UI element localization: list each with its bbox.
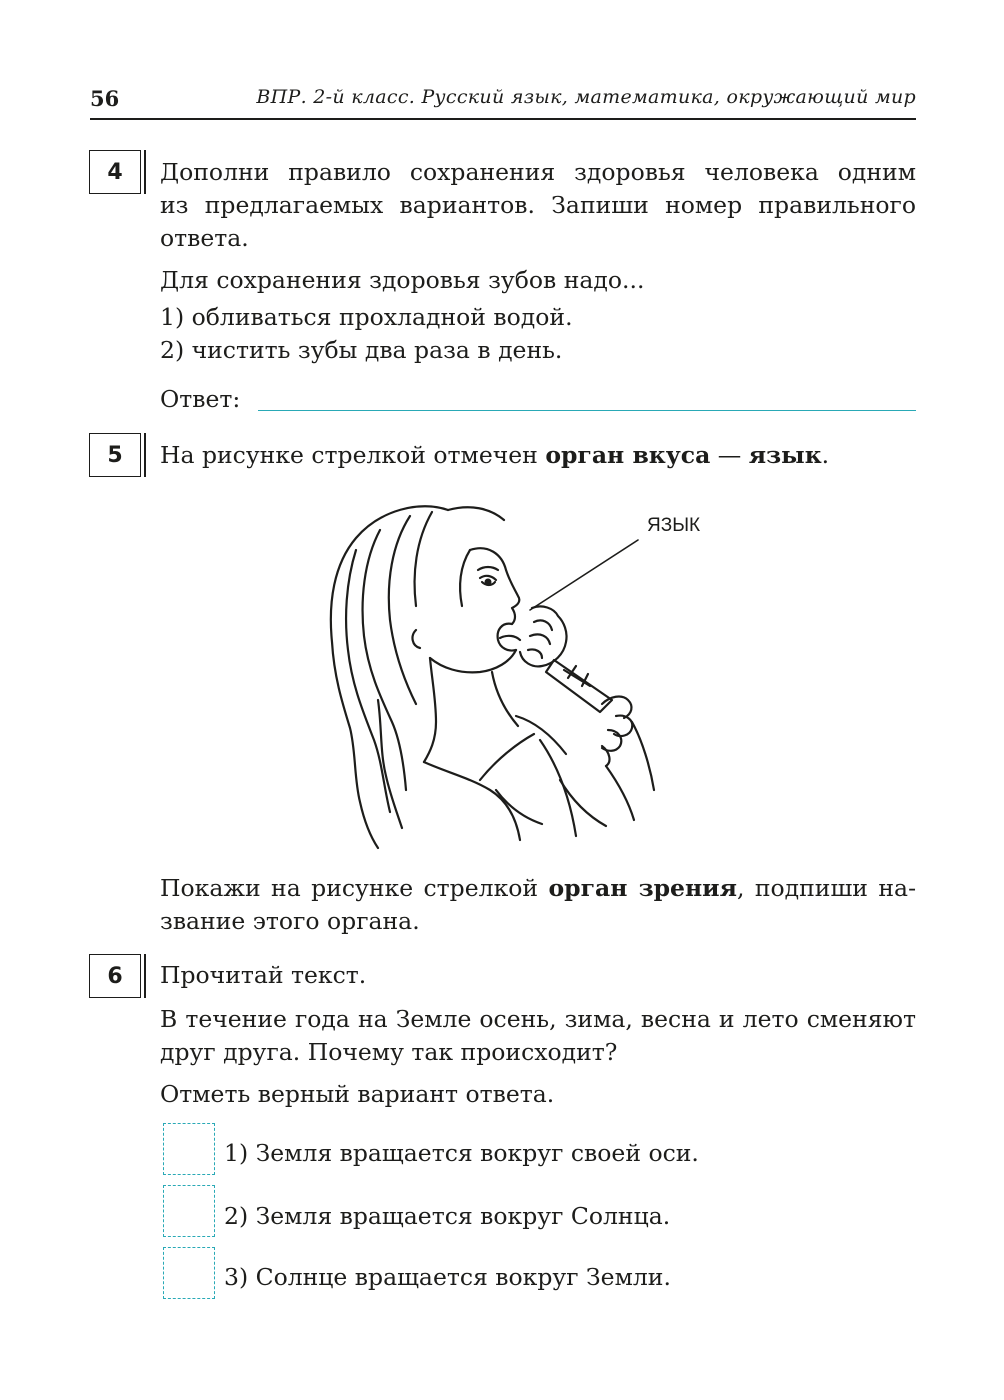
question-number-4: 4	[89, 150, 141, 194]
q4-prompt-line: Дополни правило сохранения здоровья человека одним	[160, 158, 916, 186]
running-title: ВПР. 2-й класс. Русский язык, математика, окружающий мир	[256, 86, 916, 108]
page-number: 56	[90, 86, 120, 111]
q6-instruction: Отметь верный вариант ответа.	[160, 1080, 555, 1108]
answer-label: Ответ:	[160, 385, 241, 413]
option-checkbox-1[interactable]	[163, 1123, 215, 1175]
q4-option-1: 1) обливаться прохладной водой.	[160, 303, 573, 331]
page-header	[90, 84, 916, 120]
answer-input-line[interactable]	[258, 410, 916, 411]
q4-prompt	[160, 156, 916, 255]
q4-option-2: 2) чистить зубы два раза в день.	[160, 336, 563, 364]
question-divider	[144, 433, 146, 477]
question-divider	[144, 954, 146, 998]
q5-task-text-end: , подпиши на-	[736, 874, 917, 902]
q5-task	[160, 872, 916, 938]
question-divider	[144, 150, 146, 194]
q5-task-bold-organ: орган зрения	[548, 874, 737, 902]
q4-stem: Для сохранения здоровья зубов надо...	[160, 266, 645, 294]
q6-text-line: В течение года на Земле осень, зима, весна и лето сменяют	[160, 1005, 916, 1033]
q5-prompt-end: .	[821, 441, 830, 469]
option-checkbox-3[interactable]	[163, 1247, 215, 1299]
q6-intro: Прочитай текст.	[160, 961, 367, 989]
girl-eating-ice-cream-illustration[interactable]	[320, 490, 720, 850]
q5-prompt-text: На рисунке стрелкой отмечен	[160, 441, 546, 469]
q4-prompt-line: из предлагаемых вариантов. Запиши номер правильного	[160, 191, 916, 219]
q6-option-2: 2) Земля вращается вокруг Солнца.	[224, 1202, 671, 1230]
q5-task-line-2: звание этого органа.	[160, 907, 420, 935]
q6-option-1: 1) Земля вращается вокруг своей оси.	[224, 1139, 699, 1167]
q5-task-text: Покажи на рисунке стрелкой	[160, 874, 549, 902]
q6-text	[160, 1003, 916, 1069]
q5-prompt	[160, 439, 829, 472]
option-checkbox-2[interactable]	[163, 1185, 215, 1237]
q4-prompt-line: ответа.	[160, 224, 249, 252]
q5-prompt-dash: —	[710, 441, 749, 469]
q5-task-line	[160, 872, 916, 905]
q6-option-3: 3) Солнце вращается вокруг Земли.	[224, 1263, 671, 1291]
question-number-5: 5	[89, 433, 141, 477]
q6-text-line: друг друга. Почему так происходит?	[160, 1038, 618, 1066]
figure-label-tongue: ЯЗЫК	[647, 515, 701, 536]
question-number-6: 6	[89, 954, 141, 998]
q5-prompt-bold-organ: орган вкуса	[545, 441, 711, 469]
q5-prompt-bold-tongue: язык	[748, 441, 822, 469]
